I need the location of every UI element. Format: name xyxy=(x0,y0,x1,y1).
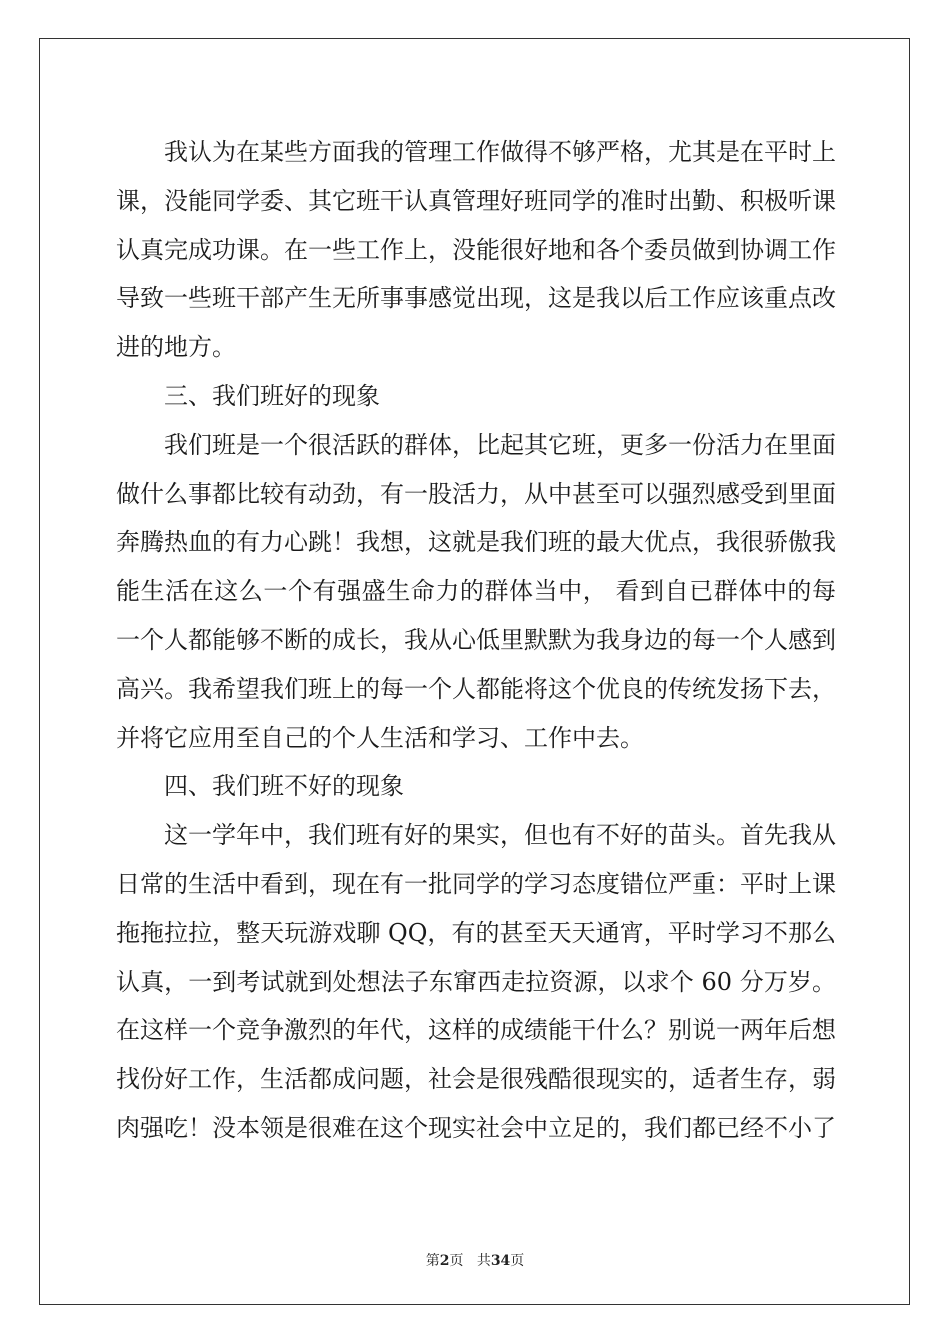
text-line: 日常的生活中看到，现在有一批同学的学习态度错位严重：平时上课 xyxy=(116,869,836,898)
text-line: 认真，一到考试就到处想法子东窜西走拉资源，以求个 60 分万岁。 xyxy=(116,967,836,996)
text-line: 并将它应用至自己的个人生活和学习、工作中去。 xyxy=(116,723,644,752)
text-line: 四、我们班不好的现象 xyxy=(164,772,404,801)
text-line: 做什么事都比较有动劲，有一股活力，从中甚至可以强烈感受到里面 xyxy=(116,479,836,508)
text-line: 课，没能同学委、其它班干认真管理好班同学的准时出勤、积极听课 xyxy=(116,186,836,215)
footer-total-pages: 34 xyxy=(490,1253,511,1269)
footer-total-prefix: 共 xyxy=(476,1253,491,1269)
page-footer xyxy=(0,1250,950,1270)
footer-page-prefix: 第 xyxy=(425,1253,440,1269)
text-line: 三、我们班好的现象 xyxy=(164,381,380,410)
text-line: 认真完成功课。在一些工作上，没能很好地和各个委员做到协调工作 xyxy=(116,235,836,264)
text-line: 奔腾热血的有力心跳！我想，这就是我们班的最大优点，我很骄傲我 xyxy=(116,528,836,557)
text-line: 找份好工作，生活都成问题，社会是很残酷很现实的，适者生存，弱 xyxy=(116,1065,836,1094)
text-line: 一个人都能够不断的成长，我从心低里默默为我身边的每一个人感到 xyxy=(116,625,836,654)
text-line: 高兴。我希望我们班上的每一个人都能将这个优良的传统发扬下去， xyxy=(116,674,836,703)
document-body xyxy=(116,128,836,1153)
text-line: 在这样一个竞争激烈的年代，这样的成绩能干什么？别说一两年后想 xyxy=(116,1016,836,1045)
text-line: 拖拖拉拉，整天玩游戏聊 QQ，有的甚至天天通宵，平时学习不那么 xyxy=(116,918,836,947)
text-line: 我们班是一个很活跃的群体，比起其它班，更多一份活力在里面 xyxy=(164,430,836,459)
footer-total-suffix: 页 xyxy=(510,1253,525,1269)
text-line: 进的地方。 xyxy=(116,333,236,362)
text-line: 能生活在这么一个有强盛生命力的群体当中， 看到自已群体中的每 xyxy=(116,577,836,606)
text-line: 导致一些班干部产生无所事事感觉出现，这是我以后工作应该重点改 xyxy=(116,284,836,313)
footer-page-suffix: 页 xyxy=(449,1253,464,1269)
text-line: 我认为在某些方面我的管理工作做得不够严格，尤其是在平时上 xyxy=(164,138,836,166)
text-line: 这一学年中，我们班有好的果实，但也有不好的苗头。首先我从 xyxy=(164,821,836,850)
footer-page-number: 2 xyxy=(439,1253,450,1269)
text-line: 肉强吃！没本领是很难在这个现实社会中立足的，我们都已经不小了 xyxy=(116,1113,836,1142)
